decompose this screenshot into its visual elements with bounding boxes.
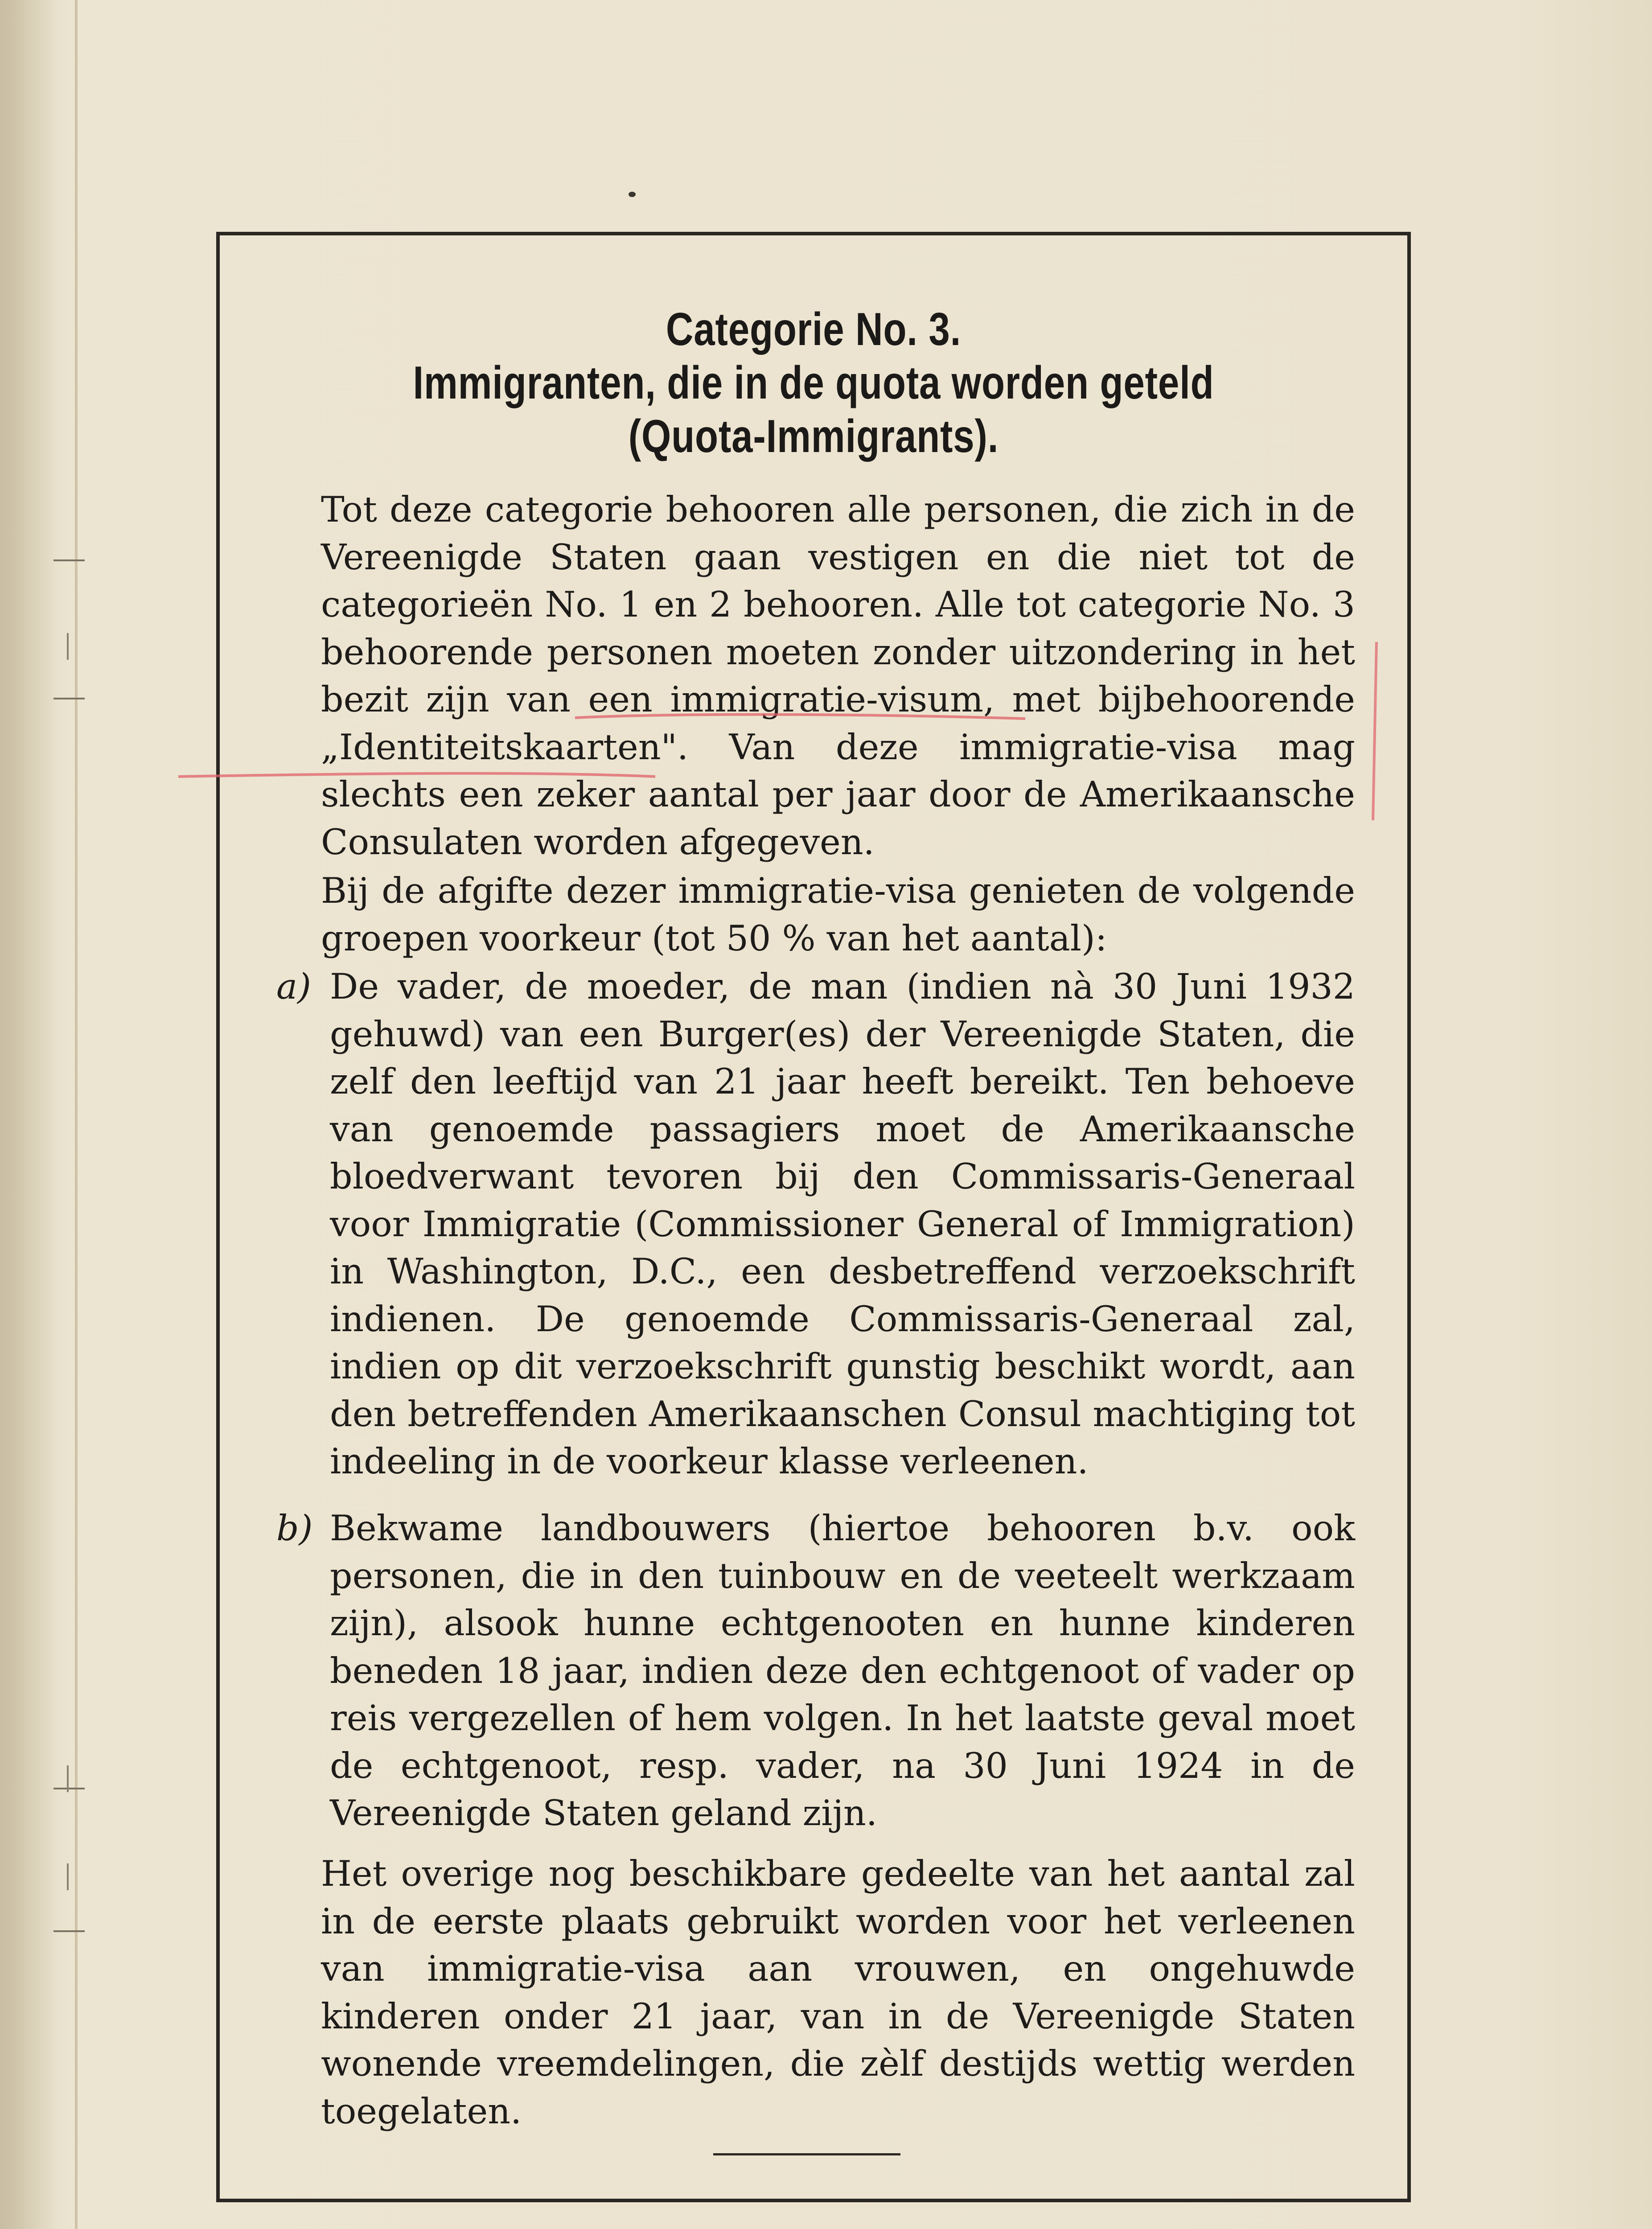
list-marker: b) bbox=[276, 1508, 313, 1549]
binding-edge bbox=[75, 0, 78, 2229]
margin-mark bbox=[53, 559, 85, 561]
paragraph-preference bbox=[276, 867, 1355, 962]
binding-shadow bbox=[0, 0, 58, 2229]
margin-mark bbox=[53, 1930, 85, 1932]
margin-mark bbox=[53, 698, 85, 699]
heading-subtitle: Immigranten, die in de quota worden geteld bbox=[413, 357, 1214, 409]
heading-category: Categorie No. 3. bbox=[666, 304, 962, 355]
heading-english-term: (Quota-Immigrants). bbox=[628, 411, 999, 462]
paragraph-remaining bbox=[276, 1850, 1355, 2135]
paragraph-preference-text: Bij de afgifte dezer immigratie-visa genieten de volgende groepen voorkeur (tot 50 % van het aantal): bbox=[321, 870, 1355, 959]
list-item-a-text: De vader, de moeder, de man (indien nà 30 Juni 1932 gehuwd) van een Burger(es) der Vereenigde Staten, die zelf den leeftijd van 21 jaar heeft bereikt. Ten behoeve van genoemde passagiers moet de Amerikaansche bloedverwant tevoren bij den Commissaris-Generaal voor Immigratie (Commissioner General of Immigration) in Washington, D.C., een desbetreffend verzoekschrift indienen. De genoemde Commissaris-Generaal zal, indien op dit verzoekschrift gunstig beschikt wordt, aan den betreffenden Amerikaanschen Consul machtiging tot indeeling in de voorkeur klasse verleenen. bbox=[330, 966, 1355, 1482]
section-end-rule bbox=[713, 2153, 900, 2155]
paragraph-intro-text: Tot deze categorie behooren alle personen, die zich in de Vereenigde Staten gaan vestigen en die niet tot de categorieën No. 1 en 2 behooren. Alle tot categorie No. 3 behoorende personen moeten zonder uitzondering in het bezit zijn van een immigratie-visum, met bijbehoorende „Identiteitskaarten". Van deze immigratie-visa mag slechts een zeker aantal per jaar door de Amerikaansche Consulaten worden afgegeven. bbox=[321, 489, 1355, 863]
ink-speck bbox=[629, 192, 636, 197]
list-item-b bbox=[276, 1505, 1355, 1837]
list-marker: a) bbox=[276, 966, 311, 1007]
margin-mark bbox=[67, 633, 69, 660]
margin-mark bbox=[67, 1765, 69, 1792]
margin-mark bbox=[53, 1788, 85, 1789]
paragraph-intro bbox=[276, 486, 1355, 866]
margin-mark bbox=[67, 1863, 69, 1890]
paragraph-remaining-text: Het overige nog beschikbare gedeelte van het aantal zal in de eerste plaats gebruikt worden voor het verleenen van immigratie-visa aan vrouwen, en ongehuwde kinderen onder 21 jaar, van in de Vereenigde Staten wonende vreemdelingen, die zèlf destijds wettig werden toegelaten. bbox=[321, 1853, 1355, 2132]
list-item-a bbox=[276, 963, 1355, 1485]
list-item-b-text: Bekwame landbouwers (hiertoe behooren b.v. ook personen, die in den tuinbouw en de veeteelt werkzaam zijn), alsook hunne echtgenooten en hunne kinderen beneden 18 jaar, indien deze den echtgenoot of vader op reis vergezellen of hem volgen. In het laatste geval moet de echtgenoot, resp. vader, na 30 Juni 1924 in de Vereenigde Staten geland zijn. bbox=[330, 1508, 1355, 1834]
